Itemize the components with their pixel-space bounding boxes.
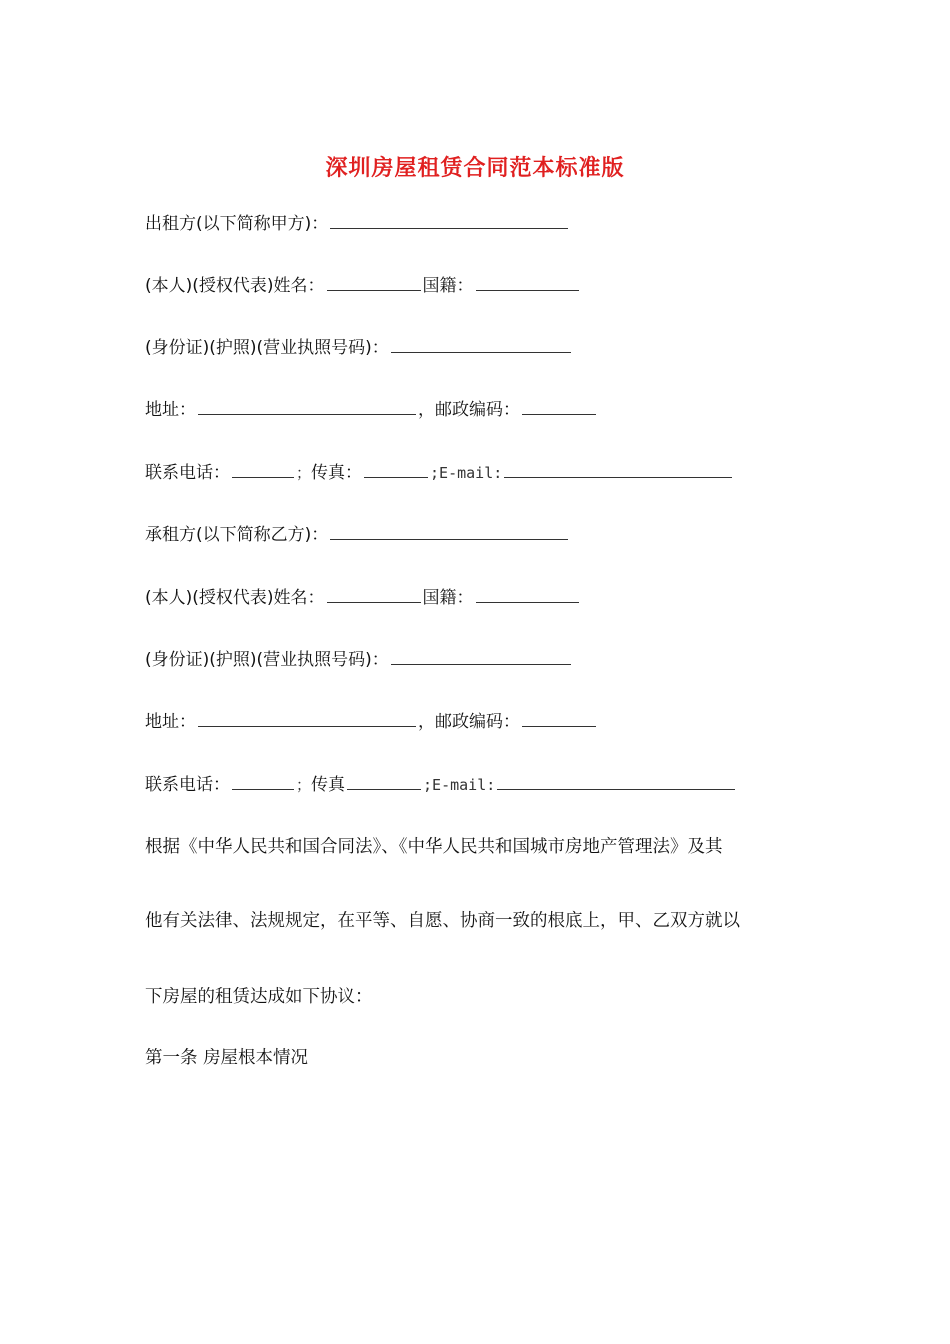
- lessor-fax-blank[interactable]: [364, 460, 428, 478]
- lessee-contact-line: [145, 772, 737, 798]
- lessor-name-label: (本人)(授权代表)姓名：: [145, 276, 325, 296]
- lessor-line: [145, 211, 570, 237]
- preamble-line-3: 下房屋的租赁达成如下协议：: [145, 987, 373, 1007]
- lessee-phone-label: 联系电话：: [145, 775, 230, 795]
- lessee-id-line: [145, 647, 573, 673]
- lessee-line: [145, 522, 570, 548]
- lessee-email-label: E-mail:: [432, 776, 496, 794]
- lessee-name-label: (本人)(授权代表)姓名：: [145, 588, 325, 608]
- lessor-email-label: E-mail:: [439, 464, 503, 482]
- lessee-fax-blank[interactable]: [347, 772, 421, 790]
- document-title: 深圳房屋租赁合同范本标准版: [325, 155, 625, 181]
- lessor-email-blank[interactable]: [504, 460, 732, 478]
- lessee-name-line: [145, 585, 581, 611]
- lessee-nationality-blank[interactable]: [476, 585, 579, 603]
- lessor-nationality-label: 国籍：: [422, 276, 474, 296]
- lessor-id-label: (身份证)(护照)(营业执照号码)：: [145, 338, 389, 358]
- lessor-phone-label: 联系电话：: [145, 463, 230, 483]
- lessee-id-label: (身份证)(护照)(营业执照号码)：: [145, 650, 389, 670]
- lessor-nationality-blank[interactable]: [476, 273, 579, 291]
- lessor-label: 出租方(以下简称甲方)：: [145, 214, 329, 234]
- lessee-nationality-label: 国籍：: [422, 588, 474, 608]
- lessor-id-blank[interactable]: [391, 335, 571, 353]
- lessee-postcode-label: ，邮政编码：: [418, 712, 520, 732]
- preamble-line-1: 根据《中华人民共和国合同法》、《中华人民共和国城市房地产管理法》及其: [145, 837, 723, 857]
- lessee-id-blank[interactable]: [391, 647, 571, 665]
- lessee-postcode-blank[interactable]: [522, 709, 596, 727]
- lessee-email-blank[interactable]: [497, 772, 735, 790]
- lessor-postcode-blank[interactable]: [522, 397, 596, 415]
- lessor-address-label: 地址：: [145, 400, 196, 420]
- lessor-address-line: [145, 397, 598, 423]
- lessor-phone-blank[interactable]: [232, 460, 294, 478]
- article-1-heading: 第一条 房屋根本情况: [145, 1048, 309, 1068]
- lessee-address-blank[interactable]: [198, 709, 416, 727]
- lessor-sep1: ；: [296, 464, 312, 482]
- lessor-postcode-label: ，邮政编码：: [418, 400, 520, 420]
- lessee-address-line: [145, 709, 598, 735]
- lessee-label: 承租方(以下简称乙方)：: [145, 525, 329, 545]
- lessor-fax-label: 传真：: [311, 463, 363, 483]
- lessor-address-blank[interactable]: [198, 397, 416, 415]
- lessee-name-blank[interactable]: [327, 585, 421, 603]
- lessee-sep2: ;: [423, 776, 433, 794]
- lessor-id-line: [145, 335, 573, 361]
- lessee-fax-label: 传真: [311, 775, 346, 795]
- preamble-line-2: 他有关法律、法规规定，在平等、自愿、协商一致的根底上，甲、乙双方就以: [145, 911, 740, 931]
- lessee-address-label: 地址：: [145, 712, 196, 732]
- lessor-sep2: ;: [430, 464, 440, 482]
- lessee-sep1: ；: [296, 776, 312, 794]
- lessor-name-blank[interactable]: [327, 273, 421, 291]
- lessee-blank[interactable]: [330, 522, 568, 540]
- lessor-contact-line: [145, 460, 734, 486]
- lessor-blank[interactable]: [330, 211, 568, 229]
- lessor-name-line: [145, 273, 581, 299]
- lessee-phone-blank[interactable]: [232, 772, 294, 790]
